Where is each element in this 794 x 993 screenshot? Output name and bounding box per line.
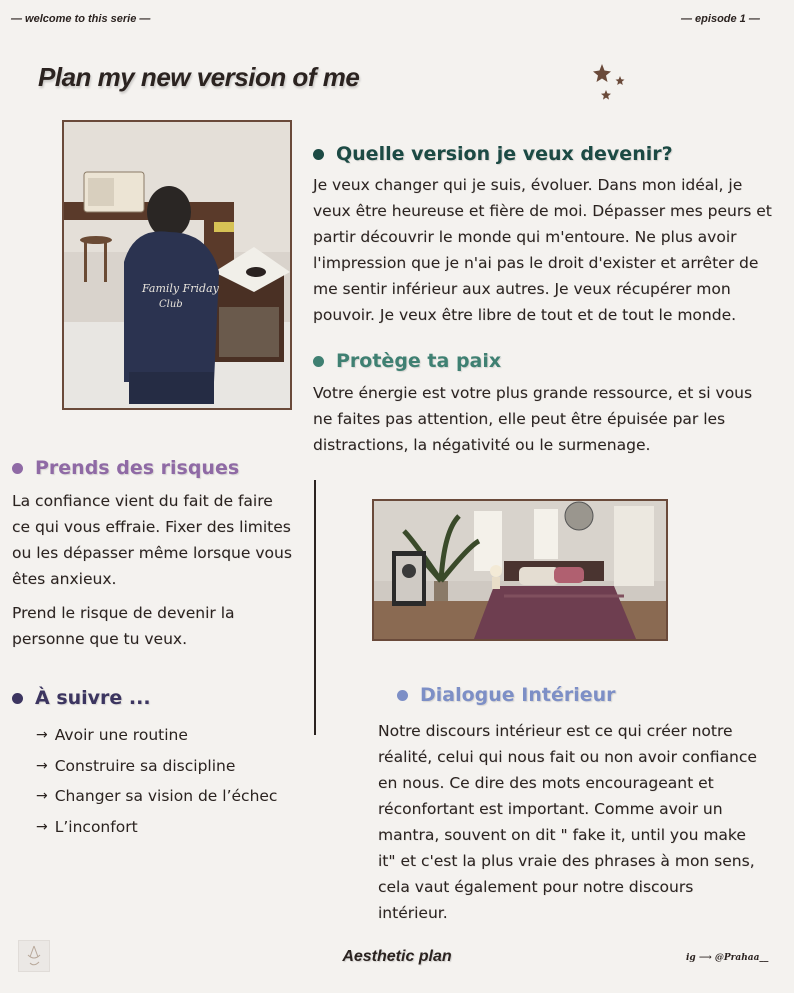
list-item [36,781,277,812]
list-item-text: L’inconfort [54,817,138,836]
text-line: partir découvrir le monde qui m'entoure. Ne plus avoir [313,228,737,246]
follow-list [36,720,277,842]
text-line: ou les dépasser même lorsque vous [12,544,292,562]
text-line: La confiance vient du fait de faire [12,492,273,510]
text-line: réalité, celui qui nous fait ou non avoir confiance [378,748,757,766]
bullet-dot [12,693,23,704]
heading-dialogue-text: Dialogue Intérieur [420,684,616,706]
svg-text:Family Friday: Family Friday [142,282,219,295]
heading-version [313,143,673,165]
text-line: pouvoir. Je veux être libre de tout et de tout le monde. [313,306,737,324]
girl-at-record-player-photo [62,120,292,410]
bullet-dot [12,463,23,474]
arrow-icon: → [36,757,48,774]
text-line: intérieur. [378,904,448,922]
text-line: distractions, la négativité ou le surmenage. [313,436,651,454]
header-episode-label: — episode 1 — [681,13,760,25]
heading-risques-text: Prends des risques [35,457,240,479]
text-line: êtes anxieux. [12,570,117,588]
list-item [36,812,277,843]
text-line: ce qui vous effraie. Fixer des limites [12,518,291,536]
vertical-divider [314,480,316,735]
heading-suivre-text: À suivre ... [35,687,151,709]
text-line: réconfortant est important. Comme avoir un [378,800,723,818]
text-line: mantra, souvent on dit " fake it, until you make [378,826,746,844]
text-line: Notre discours intérieur est ce qui créer notre [378,722,733,740]
text-line: Prend le risque de devenir la [12,604,235,622]
heading-dialogue [397,684,616,706]
list-item [36,720,277,751]
heading-paix [313,350,501,372]
bullet-dot [397,690,408,701]
footer-title: Aesthetic plan [342,948,452,965]
paragraph-paix [313,380,752,458]
bullet-dot [313,149,324,160]
heading-suivre [12,687,151,709]
paragraph-version [313,172,772,328]
page-title: Plan my new version of me [38,62,360,92]
stars-icon [592,64,628,104]
heading-risques [12,457,239,479]
text-line: personne que tu veux. [12,630,188,648]
text-line: it" et c'est la plus vraie des phrases à mon sens, [378,852,755,870]
list-item-text: Changer sa vision de l’échec [54,787,278,806]
paragraph-risques-2 [12,600,235,652]
text-line: l'impression que je n'ai pas le droit d'exister et arrêter de [313,254,759,272]
arrow-icon: → [36,788,48,805]
text-line: veux être heureuse et fière de moi. Dépasser mes peurs et [313,202,772,220]
bullet-dot [313,356,324,367]
footer-instagram-handle: ig ⟶ @Prahaa__ [686,953,769,963]
bedroom-interior-photo [372,499,668,641]
text-line: me sentir inférieur aux autres. Je veux récupérer mon [313,280,731,298]
paragraph-dialogue [378,718,757,926]
svg-text:Club: Club [159,299,183,310]
arrow-icon: → [36,727,48,744]
heading-paix-text: Protège ta paix [336,350,502,372]
arrow-icon: → [36,818,48,835]
text-line: Votre énergie est votre plus grande ressource, et si vous [313,384,753,402]
text-line: cela vaut également pour notre discours [378,878,694,896]
list-item [36,751,277,782]
header-series-label: — welcome to this serie — [11,13,151,25]
list-item-text: Avoir une routine [54,726,188,745]
text-line: ne faites pas attention, elle peut être épuisée par les [313,410,726,428]
heading-version-text: Quelle version je veux devenir? [336,143,673,165]
list-item-text: Construire sa discipline [54,756,236,775]
paragraph-risques [12,488,292,592]
text-line: en nous. Ce dire des mots encourageant et [378,774,714,792]
text-line: Je veux changer qui je suis, évoluer. Dans mon idéal, je [313,176,743,194]
